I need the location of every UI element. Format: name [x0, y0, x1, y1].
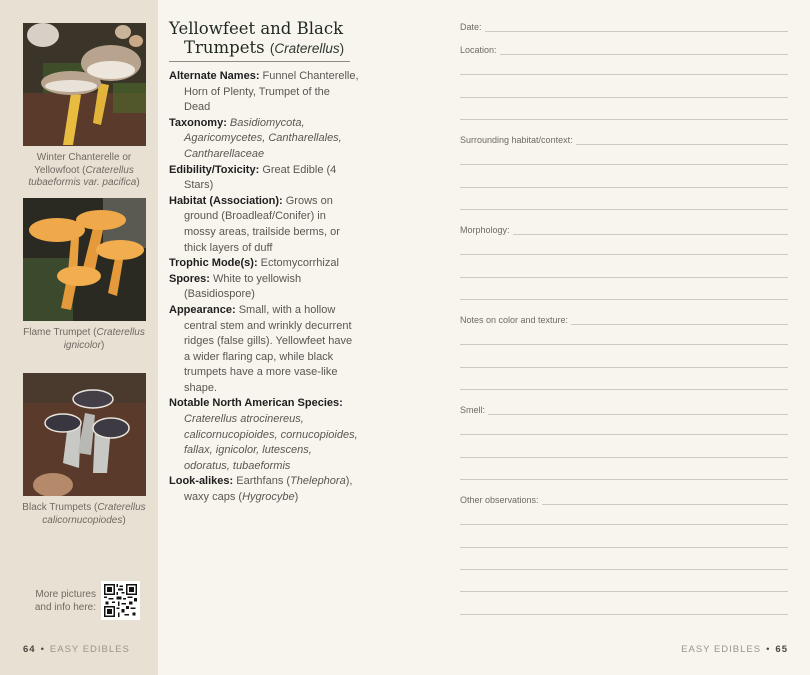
location-extra-line[interactable] — [460, 97, 788, 98]
date-writing-line[interactable] — [485, 23, 788, 32]
fact-trophic-mode: Trophic Mode(s): Ectomycorrhizal — [169, 257, 339, 270]
fact-habitat: Habitat (Association): Grows on ground (Broadleaf/Conifer) in mossy areas, trailside berms, or thick layers of duff — [169, 194, 340, 254]
fact-spores: Spores: White to yellowish (Basidiospore) — [169, 272, 302, 301]
photo-black-trumpets — [23, 373, 146, 496]
photo-winter-chanterelle — [23, 23, 146, 146]
more-info-label: More pictures and info here: — [34, 589, 96, 613]
color-texture-extra-line[interactable] — [460, 367, 788, 368]
observations-writing-line[interactable] — [542, 496, 788, 505]
bullet-separator: • — [766, 644, 771, 655]
field-other-observations[interactable]: Other observations: — [460, 493, 788, 505]
page-footer-right — [681, 644, 788, 655]
habitat-extra-line[interactable] — [460, 164, 788, 165]
entry-scientific-name: Craterellus — [274, 41, 340, 56]
observations-extra-line[interactable] — [460, 569, 788, 570]
morphology-extra-line[interactable] — [460, 277, 788, 278]
page-number-left: 64 — [23, 644, 36, 655]
fact-look-alikes: Look-alikes: Earthfans (Thelephora), waxy caps (Hygrocybe) — [169, 475, 353, 504]
observations-extra-line[interactable] — [460, 591, 788, 592]
fact-appearance: Appearance: Small, with a hollow central stem and wrinkly decurrent ridges (false gills). Yellowfeet have a wider flaring cap, while black trumpets have a more vase-like shape. — [169, 303, 353, 394]
page-number-right: 65 — [775, 644, 788, 655]
color-texture-writing-line[interactable] — [571, 316, 788, 325]
mushroom-photo-yellowfoot — [23, 23, 146, 146]
bullet-separator: • — [40, 644, 45, 655]
field-location[interactable]: Location: — [460, 43, 788, 55]
morphology-writing-line[interactable] — [513, 226, 788, 235]
species-facts — [169, 69, 359, 506]
habitat-writing-line[interactable] — [576, 136, 788, 145]
field-color-texture[interactable]: Notes on color and texture: — [460, 313, 788, 325]
title-divider — [169, 61, 350, 62]
fact-alternate-names: Alternate Names: Funnel Chanterelle, Horn of Plenty, Trumpet of the Dead — [169, 70, 359, 114]
field-smell[interactable]: Smell: — [460, 403, 788, 415]
location-extra-line[interactable] — [460, 74, 788, 75]
fact-notable-species: Notable North American Species: Craterellus atrocinereus, calicornucopioides, cornucopioides, fallax, ignicolor, lutescens, odoratus, tubaeformis — [169, 397, 358, 472]
color-texture-extra-line[interactable] — [460, 389, 788, 390]
color-texture-extra-line[interactable] — [460, 344, 788, 345]
observations-extra-line[interactable] — [460, 524, 788, 525]
habitat-extra-line[interactable] — [460, 187, 788, 188]
page-footer-left — [23, 644, 130, 655]
photo-flame-trumpet — [23, 198, 146, 321]
smell-extra-line[interactable] — [460, 457, 788, 458]
photo-caption-black-trumpets: Black Trumpets (Craterellus calicornucopiodes) — [22, 502, 146, 526]
habitat-extra-line[interactable] — [460, 209, 788, 210]
section-name-left: EASY EDIBLES — [49, 644, 130, 655]
fact-edibility: Edibility/Toxicity: Great Edible (4 Stars) — [169, 163, 337, 192]
qr-code[interactable] — [101, 581, 140, 620]
location-writing-line[interactable] — [500, 46, 788, 55]
section-name-right: EASY EDIBLES — [681, 644, 762, 655]
observations-extra-line[interactable] — [460, 547, 788, 548]
smell-writing-line[interactable] — [488, 406, 788, 415]
photo-caption-flame-trumpet: Flame Trumpet (Craterellus ignicolor) — [23, 327, 145, 351]
observations-extra-line[interactable] — [460, 614, 788, 615]
location-extra-line[interactable] — [460, 119, 788, 120]
smell-extra-line[interactable] — [460, 479, 788, 480]
morphology-extra-line[interactable] — [460, 299, 788, 300]
morphology-extra-line[interactable] — [460, 254, 788, 255]
field-morphology[interactable]: Morphology: — [460, 223, 788, 235]
entry-title: Yellowfeet and Black Trumpets (Craterellus) — [169, 19, 345, 57]
fact-taxonomy: Taxonomy: Basidiomycota, Agaricomycetes, Cantharellales, Cantharellaceae — [169, 116, 342, 160]
mushroom-photo-flame-trumpet — [23, 198, 146, 321]
smell-extra-line[interactable] — [460, 434, 788, 435]
mushroom-photo-black-trumpets — [23, 373, 146, 496]
qr-code-icon — [104, 584, 137, 617]
photo-caption-winter-chanterelle: Winter Chanterelle or Yellowfoot (Craterellus tubaeformis var. pacifica) — [28, 152, 140, 188]
field-surrounding-habitat[interactable]: Surrounding habitat/context: — [460, 133, 788, 145]
field-date[interactable]: Date: — [460, 20, 788, 32]
